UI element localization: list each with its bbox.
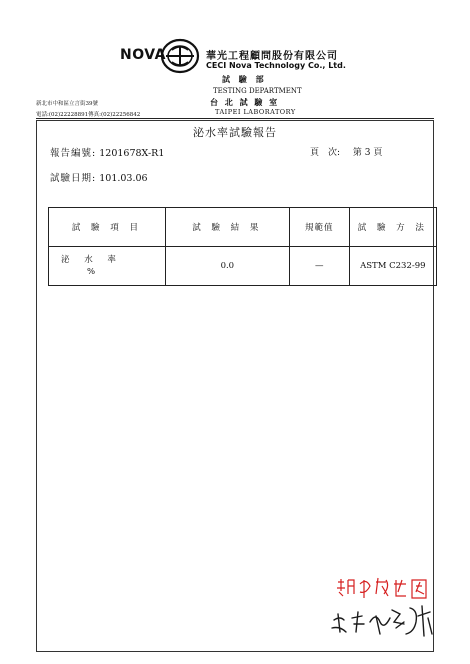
report-number [50,145,164,159]
test-date-label: 試驗日期: [50,173,97,184]
cell-test-result: 0.0 [165,247,289,286]
company-name-en: CECI Nova Technology Co., Ltd. [206,61,346,70]
table-header-row [49,208,437,247]
page-number [310,145,382,158]
laboratory-cn: 台 北 試 驗 室 [210,97,280,107]
laboratory-en: TAIPEI LABORATORY [215,108,296,116]
test-item-unit: % [87,267,96,277]
header-test-item: 試 驗 項 目 [49,208,166,247]
report-title: 泌水率試驗報告 [193,126,277,139]
test-date [50,170,148,184]
cell-spec-value: — [289,247,349,286]
report-frame [36,120,434,652]
cell-test-method: ASTM C232-99 [349,247,436,286]
company-address: 新北市中和區立言街39號 [36,101,98,107]
page-number-label: 頁 次: [310,148,341,158]
company-name-cn: 華光工程顧問股份有限公司 [206,51,338,62]
page-number-value: 第 3 頁 [352,148,383,158]
company-logo-icon [160,38,200,74]
handwritten-signature [330,598,436,642]
header-divider [36,118,434,119]
department-cn: 試 驗 部 [222,74,267,84]
company-phone: 電話:(02)22228891傳真:(02)22256842 [36,112,141,118]
report-number-value: 1201678X-R1 [99,148,165,159]
report-number-label: 報告編號: [50,148,97,159]
test-item-name: 泌 水 率 [61,255,122,265]
table-row [49,247,437,286]
cell-test-item [49,247,166,286]
header-test-method: 試 驗 方 法 [349,208,436,247]
results-table [48,207,437,286]
header-test-result: 試 驗 結 果 [165,208,289,247]
test-date-value: 101.03.06 [99,173,148,184]
department-en: TESTING DEPARTMENT [213,87,302,95]
brand-name: NOVA [120,47,166,63]
header-spec-value: 規範值 [289,208,349,247]
